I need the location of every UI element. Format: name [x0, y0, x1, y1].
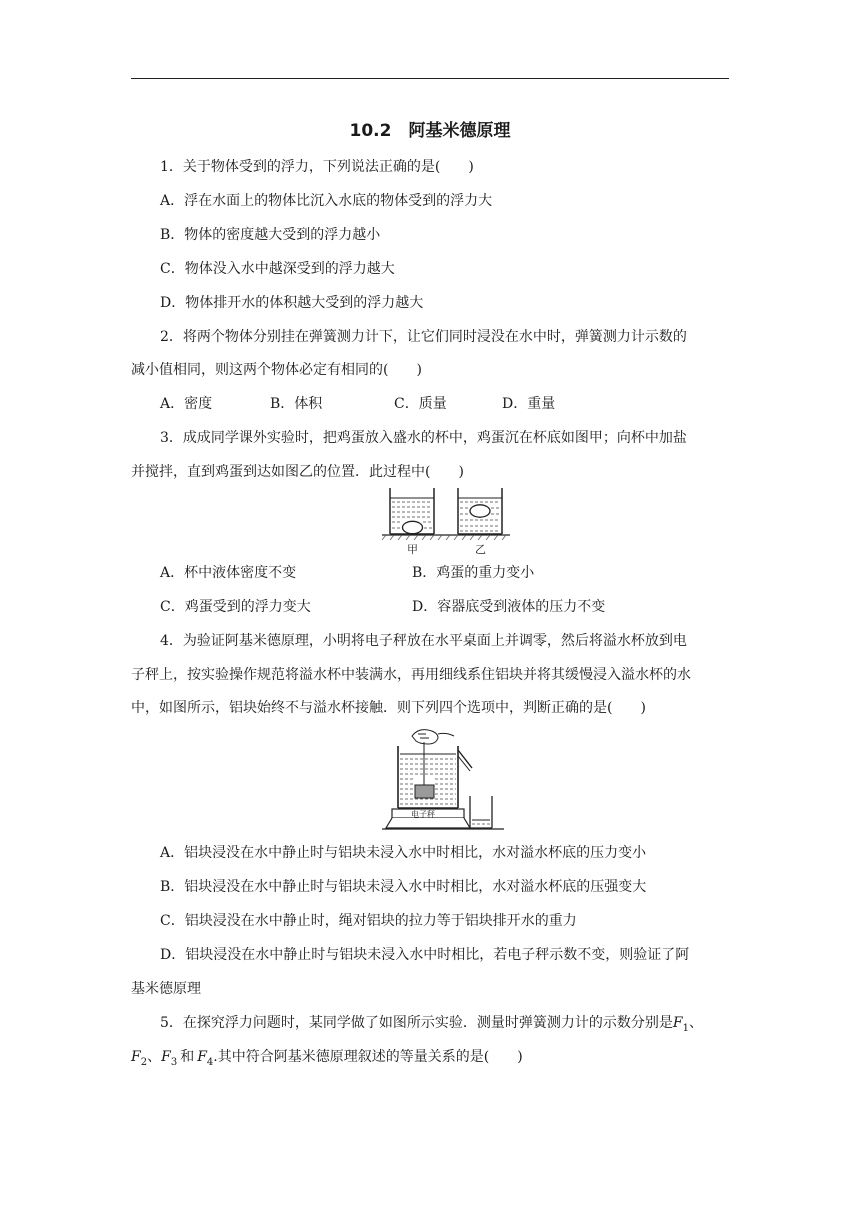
q1-option-a: A．浮在水面上的物体比沉入水底的物体受到的浮力大 [160, 193, 493, 209]
q5-stem-end: .其中符合阿基米德原理叙述的等量关系的是( ) [213, 1049, 523, 1065]
page-title: 10.2 阿基米德原理 [349, 121, 511, 141]
q3-option-c: C．鸡蛋受到的浮力变大 [160, 599, 311, 615]
q5-stem-text: 5．在探究浮力问题时，某同学做了如图所示实验．测量时弹簧测力计的示数分别是 [160, 1015, 673, 1031]
figure-label-yi: 乙 [475, 543, 486, 556]
q4-option-b: B．铝块浸没在水中静止时与铝块未浸入水中时相比，水对溢水杯底的压强变大 [160, 879, 647, 895]
q3-figure-beakers [380, 486, 512, 556]
electronic-scale [386, 809, 470, 828]
figure-label-jia: 甲 [407, 543, 418, 556]
q2-option-d: D．重量 [502, 396, 556, 412]
q4-stem-line1: 4．为验证阿基米德原理，小明将电子秤放在水平桌面上并调零，然后将溢水杯放到电 [160, 633, 687, 649]
small-beaker [470, 796, 492, 828]
overflow-cup [398, 746, 472, 808]
q3-option-b: B．鸡蛋的重力变小 [412, 565, 535, 581]
q5-f4: F [197, 1049, 207, 1065]
q4-option-a: A．铝块浸没在水中静止时与铝块未浸入水中时相比，水对溢水杯底的压力变小 [160, 845, 647, 861]
q1-option-c: C．物体没入水中越深受到的浮力越大 [160, 261, 395, 277]
q3-stem-line2: 并搅拌，直到鸡蛋到达如图乙的位置．此过程中( ) [131, 464, 464, 480]
q3-stem-line1: 3．成成同学课外实验时，把鸡蛋放入盛水的杯中，鸡蛋沉在杯底如图甲；向杯中加盐 [160, 430, 687, 446]
hand-icon [412, 730, 454, 744]
q4-stem-line2: 子秤上，按实验操作规范将溢水杯中装满水，再用细线系住铝块并将其缓慢浸入溢水杯的水 [131, 667, 691, 683]
beaker-yi [458, 488, 502, 534]
q2-option-b: B．体积 [270, 396, 323, 412]
egg-yi [470, 505, 490, 517]
q5-and: 和 [180, 1049, 195, 1065]
q1-option-b: B．物体的密度越大受到的浮力越小 [160, 227, 381, 243]
q5-f2: F [131, 1049, 141, 1065]
q4-option-d-continued: 基米德原理 [131, 981, 201, 997]
q5-stem-line2 [131, 1047, 523, 1073]
q2-stem-line1: 2．将两个物体分别挂在弹簧测力计下，让它们同时浸没在水中时，弹簧测力计示数的 [160, 329, 687, 345]
q2-option-a: A．密度 [160, 396, 213, 412]
q4-figure-overflow-cup [382, 724, 506, 834]
q1-option-d: D．物体排开水的体积越大受到的浮力越大 [160, 295, 424, 311]
q1-stem: 1．关于物体受到的浮力，下列说法正确的是( ) [160, 159, 474, 175]
aluminum-block [415, 785, 434, 798]
q5-f1: F [672, 1015, 683, 1031]
q5-stem-line1 [160, 1013, 703, 1039]
q5-f1-sub: 1 [682, 1022, 689, 1034]
q4-option-d: D．铝块浸没在水中静止时与铝块未浸入水中时相比，若电子秤示数不变，则验证了阿 [160, 947, 690, 963]
q2-stem-line2: 减小值相同，则这两个物体必定有相同的( ) [131, 362, 422, 378]
q4-stem-line3: 中，如图所示，铝块始终不与溢水杯接触．则下列四个选项中，判断正确的是( ) [131, 700, 646, 716]
egg-jia [403, 521, 423, 533]
scale-label: 电子秤 [411, 810, 435, 819]
beaker-jia [390, 488, 434, 534]
q5-sep2: 、 [147, 1049, 162, 1065]
q5-f3: F [161, 1049, 171, 1065]
q2-option-c: C．质量 [394, 396, 447, 412]
q5-sep1: 、 [689, 1015, 703, 1031]
q5-f4-sub: 4 [206, 1056, 214, 1068]
q3-option-d: D．容器底受到液体的压力不变 [412, 599, 606, 615]
q5-f3-sub: 3 [170, 1056, 178, 1068]
q5-f2-sub: 2 [140, 1056, 148, 1068]
q4-option-c: C．铝块浸没在水中静止时，绳对铝块的拉力等于铝块排开水的重力 [160, 913, 577, 929]
q3-option-a: A．杯中液体密度不变 [160, 565, 297, 581]
header-rule [131, 78, 729, 79]
